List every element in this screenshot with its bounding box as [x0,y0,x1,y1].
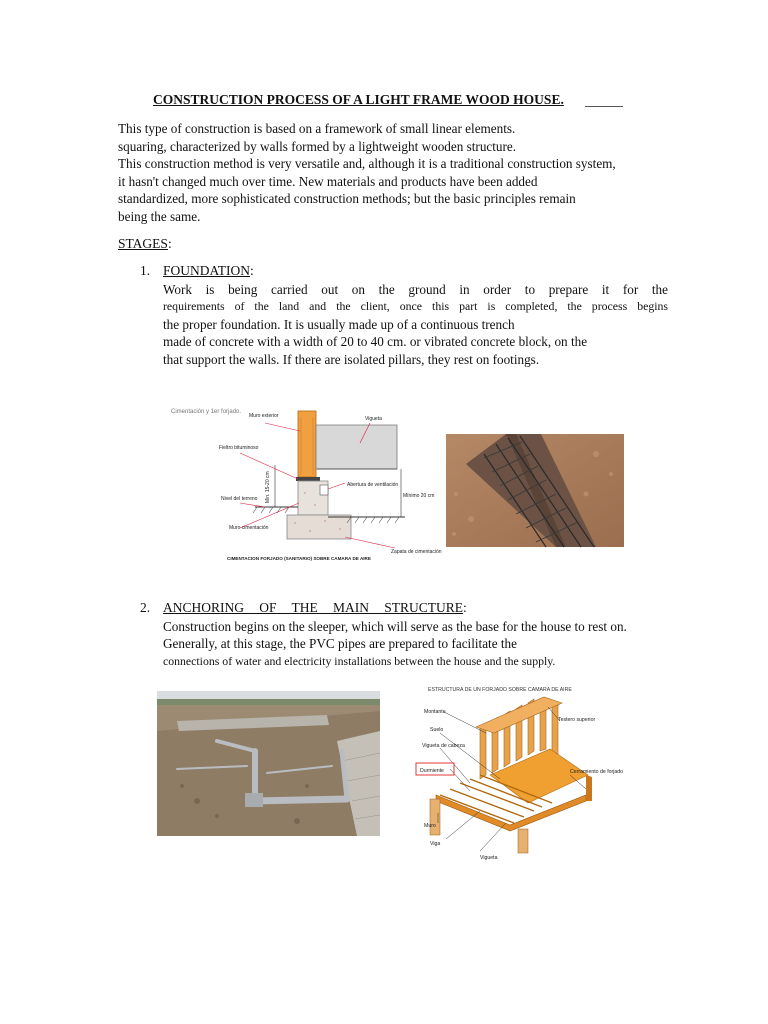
figure-title: ESTRUCTURA DE UN FORJADO SOBRE CAMARA DE AIRE [428,687,572,693]
label-zapata: Zapata de cimentación [391,549,442,555]
intro-line: being the same. [118,208,201,224]
label-nivel: Nivel del terreno [221,496,258,502]
floor-framing-diagram [410,683,624,861]
trench-rebar-photo [446,434,624,547]
section-anchoring-heading [140,600,467,616]
body-line: Construction begins on the sleeper, which will serve as the base for the house to rest on. [163,619,627,634]
body-line: made of concrete with a width of 20 to 40 cm. or vibrated concrete block, on the [163,334,588,350]
body-line: requirements of the land and the client, once this part is completed, the process begins [163,299,668,314]
section-title: ANCHORING OF THE MAIN STRUCTURE [163,600,463,615]
intro-line: it hasn't changed much over time. New materials and products have been added [118,173,538,189]
floor-framing-svg [410,683,624,861]
trench-rebar-svg [446,434,624,547]
label-suelo: Suelo [430,727,444,733]
intro-line: standardized, more sophisticated construction methods; but the basic principles remain [118,191,576,207]
section-number: 2. [140,600,151,615]
label-minimo: Mínimo 20 cm [403,493,435,499]
body-line: Generally, at this stage, the PVC pipes are prepared to facilitate the [163,636,517,652]
intro-paragraph [118,120,678,226]
label-viga: Viga [430,841,441,847]
pvc-pipes-photo [157,691,380,836]
body-line: Work is being carried out on the ground in order to prepare it for the [163,282,668,297]
section-colon: : [250,263,254,278]
label-montante: Montante [424,709,446,715]
label-fieltro: Fieltro bituminoso [219,445,259,451]
label-vigueta: Vigueta [365,416,382,422]
stages-colon: : [167,236,172,251]
label-cerramiento: Cerramiento de forjado [570,769,624,775]
intro-line: squaring, characterized by walls formed by a lightweight wooden structure. [118,138,517,154]
section-foundation-heading [140,263,254,279]
stages-heading [118,236,172,252]
intro-line: This type of construction is based on a framework of small linear elements. [118,121,516,136]
section-title: FOUNDATION [163,263,250,278]
label-vigueta-cabeza: Vigueta de cabeza [422,743,465,749]
label-durmiente: Durmiente [420,768,444,774]
label-muro-cim: Muro cimentación [229,525,269,531]
label-abertura: Abertura de ventilación [347,482,399,488]
label-vigueta: Vigueta [480,855,498,861]
intro-line: This construction method is very versatile and, although it is a traditional construction system, [118,156,616,172]
body-line: that support the walls. If there are isolated pillars, they rest on footings. [163,351,540,367]
label-min-15: Min. 15-20 cm [265,471,271,503]
page-title: CONSTRUCTION PROCESS OF A LIGHT FRAME WOOD HOUSE. [153,92,564,107]
section-number: 1. [140,263,151,278]
section-colon: : [463,600,467,615]
foundation-section-svg [165,403,442,563]
title-underline-rule [585,106,623,107]
section-foundation-body [163,281,668,368]
foundation-section-diagram [165,403,442,563]
figure-caption: CIMENTACION FORJADO (SANITARIO) SOBRE CAMARA DE AIRE [227,556,371,561]
body-line: connections of water and electricity installations between the house and the supply. [163,653,556,668]
stages-label: STAGES [118,236,168,251]
section-anchoring-body [163,618,653,670]
pvc-pipes-svg [157,691,380,836]
label-testero: Testero superior [558,717,596,723]
body-line: the proper foundation. It is usually made up of a continuous trench [163,316,515,332]
label-muro: Muro [424,823,436,829]
figure-corner-label: Cimentación y 1er forjado. [171,409,242,415]
label-muro-exterior: Muro exterior [249,413,279,419]
